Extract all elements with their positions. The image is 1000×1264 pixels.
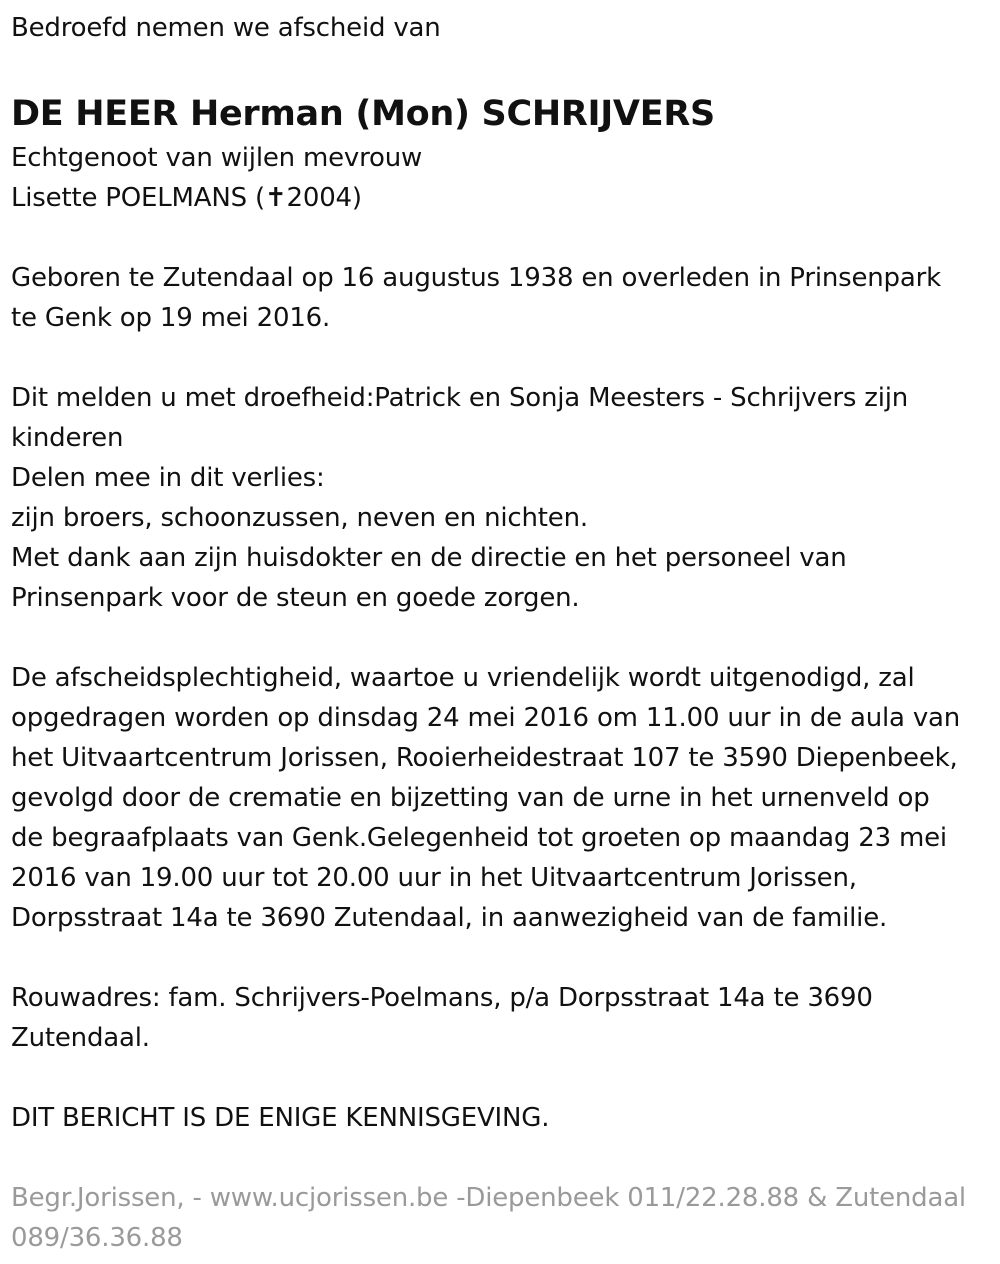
birth-death-section <box>11 258 990 338</box>
footer-line: 089/36.36.88 <box>11 1223 183 1253</box>
deceased-name: DE HEER Herman (Mon) SCHRIJVERS <box>11 94 715 134</box>
birth-death-line: Geboren te Zutendaal op 16 augustus 1938 en overleden in Prinsenpark <box>11 263 941 293</box>
birth-death-line: te Genk op 19 mei 2016. <box>11 303 331 333</box>
address-section <box>11 978 990 1058</box>
funeral-home-footer <box>11 1178 990 1258</box>
address-line: Rouwadres: fam. Schrijvers-Poelmans, p/a Dorpsstraat 14a te 3690 <box>11 983 873 1013</box>
family-line: Delen mee in dit verlies: <box>11 463 325 493</box>
address-line: Zutendaal. <box>11 1023 150 1053</box>
spouse-line: Lisette POELMANS (✝2004) <box>11 183 362 213</box>
ceremony-line: 2016 van 19.00 uur tot 20.00 uur in het Uitvaartcentrum Jorissen, <box>11 863 857 893</box>
notice-section <box>11 1098 990 1138</box>
family-line: zijn broers, schoonzussen, neven en nichten. <box>11 503 588 533</box>
ceremony-line: De afscheidsplechtigheid, waartoe u vriendelijk wordt uitgenodigd, zal <box>11 663 915 693</box>
sole-notice-text: DIT BERICHT IS DE ENIGE KENNISGEVING. <box>11 1103 550 1133</box>
ceremony-line: het Uitvaartcentrum Jorissen, Rooierheidestraat 107 te 3590 Diepenbeek, <box>11 743 958 773</box>
family-section <box>11 378 990 618</box>
spouse-line: Echtgenoot van wijlen mevrouw <box>11 143 423 173</box>
family-line: Met dank aan zijn huisdokter en de directie en het personeel van <box>11 543 847 573</box>
family-line: Prinsenpark voor de steun en goede zorgen. <box>11 583 580 613</box>
ceremony-line: gevolgd door de crematie en bijzetting van de urne in het urnenveld op <box>11 783 930 813</box>
family-line: Dit melden u met droefheid:Patrick en Sonja Meesters - Schrijvers zijn <box>11 383 909 413</box>
footer-line: Begr.Jorissen, - www.ucjorissen.be -Diepenbeek 011/22.28.88 & Zutendaal <box>11 1183 966 1213</box>
ceremony-line: opgedragen worden op dinsdag 24 mei 2016 om 11.00 uur in de aula van <box>11 703 961 733</box>
family-line: kinderen <box>11 423 124 453</box>
ceremony-section <box>11 658 990 938</box>
ceremony-line: de begraafplaats van Genk.Gelegenheid tot groeten op maandag 23 mei <box>11 823 947 853</box>
ceremony-line: Dorpsstraat 14a te 3690 Zutendaal, in aanwezigheid van de familie. <box>11 903 888 933</box>
spouse-section <box>11 138 990 218</box>
intro-text: Bedroefd nemen we afscheid van <box>11 13 441 43</box>
